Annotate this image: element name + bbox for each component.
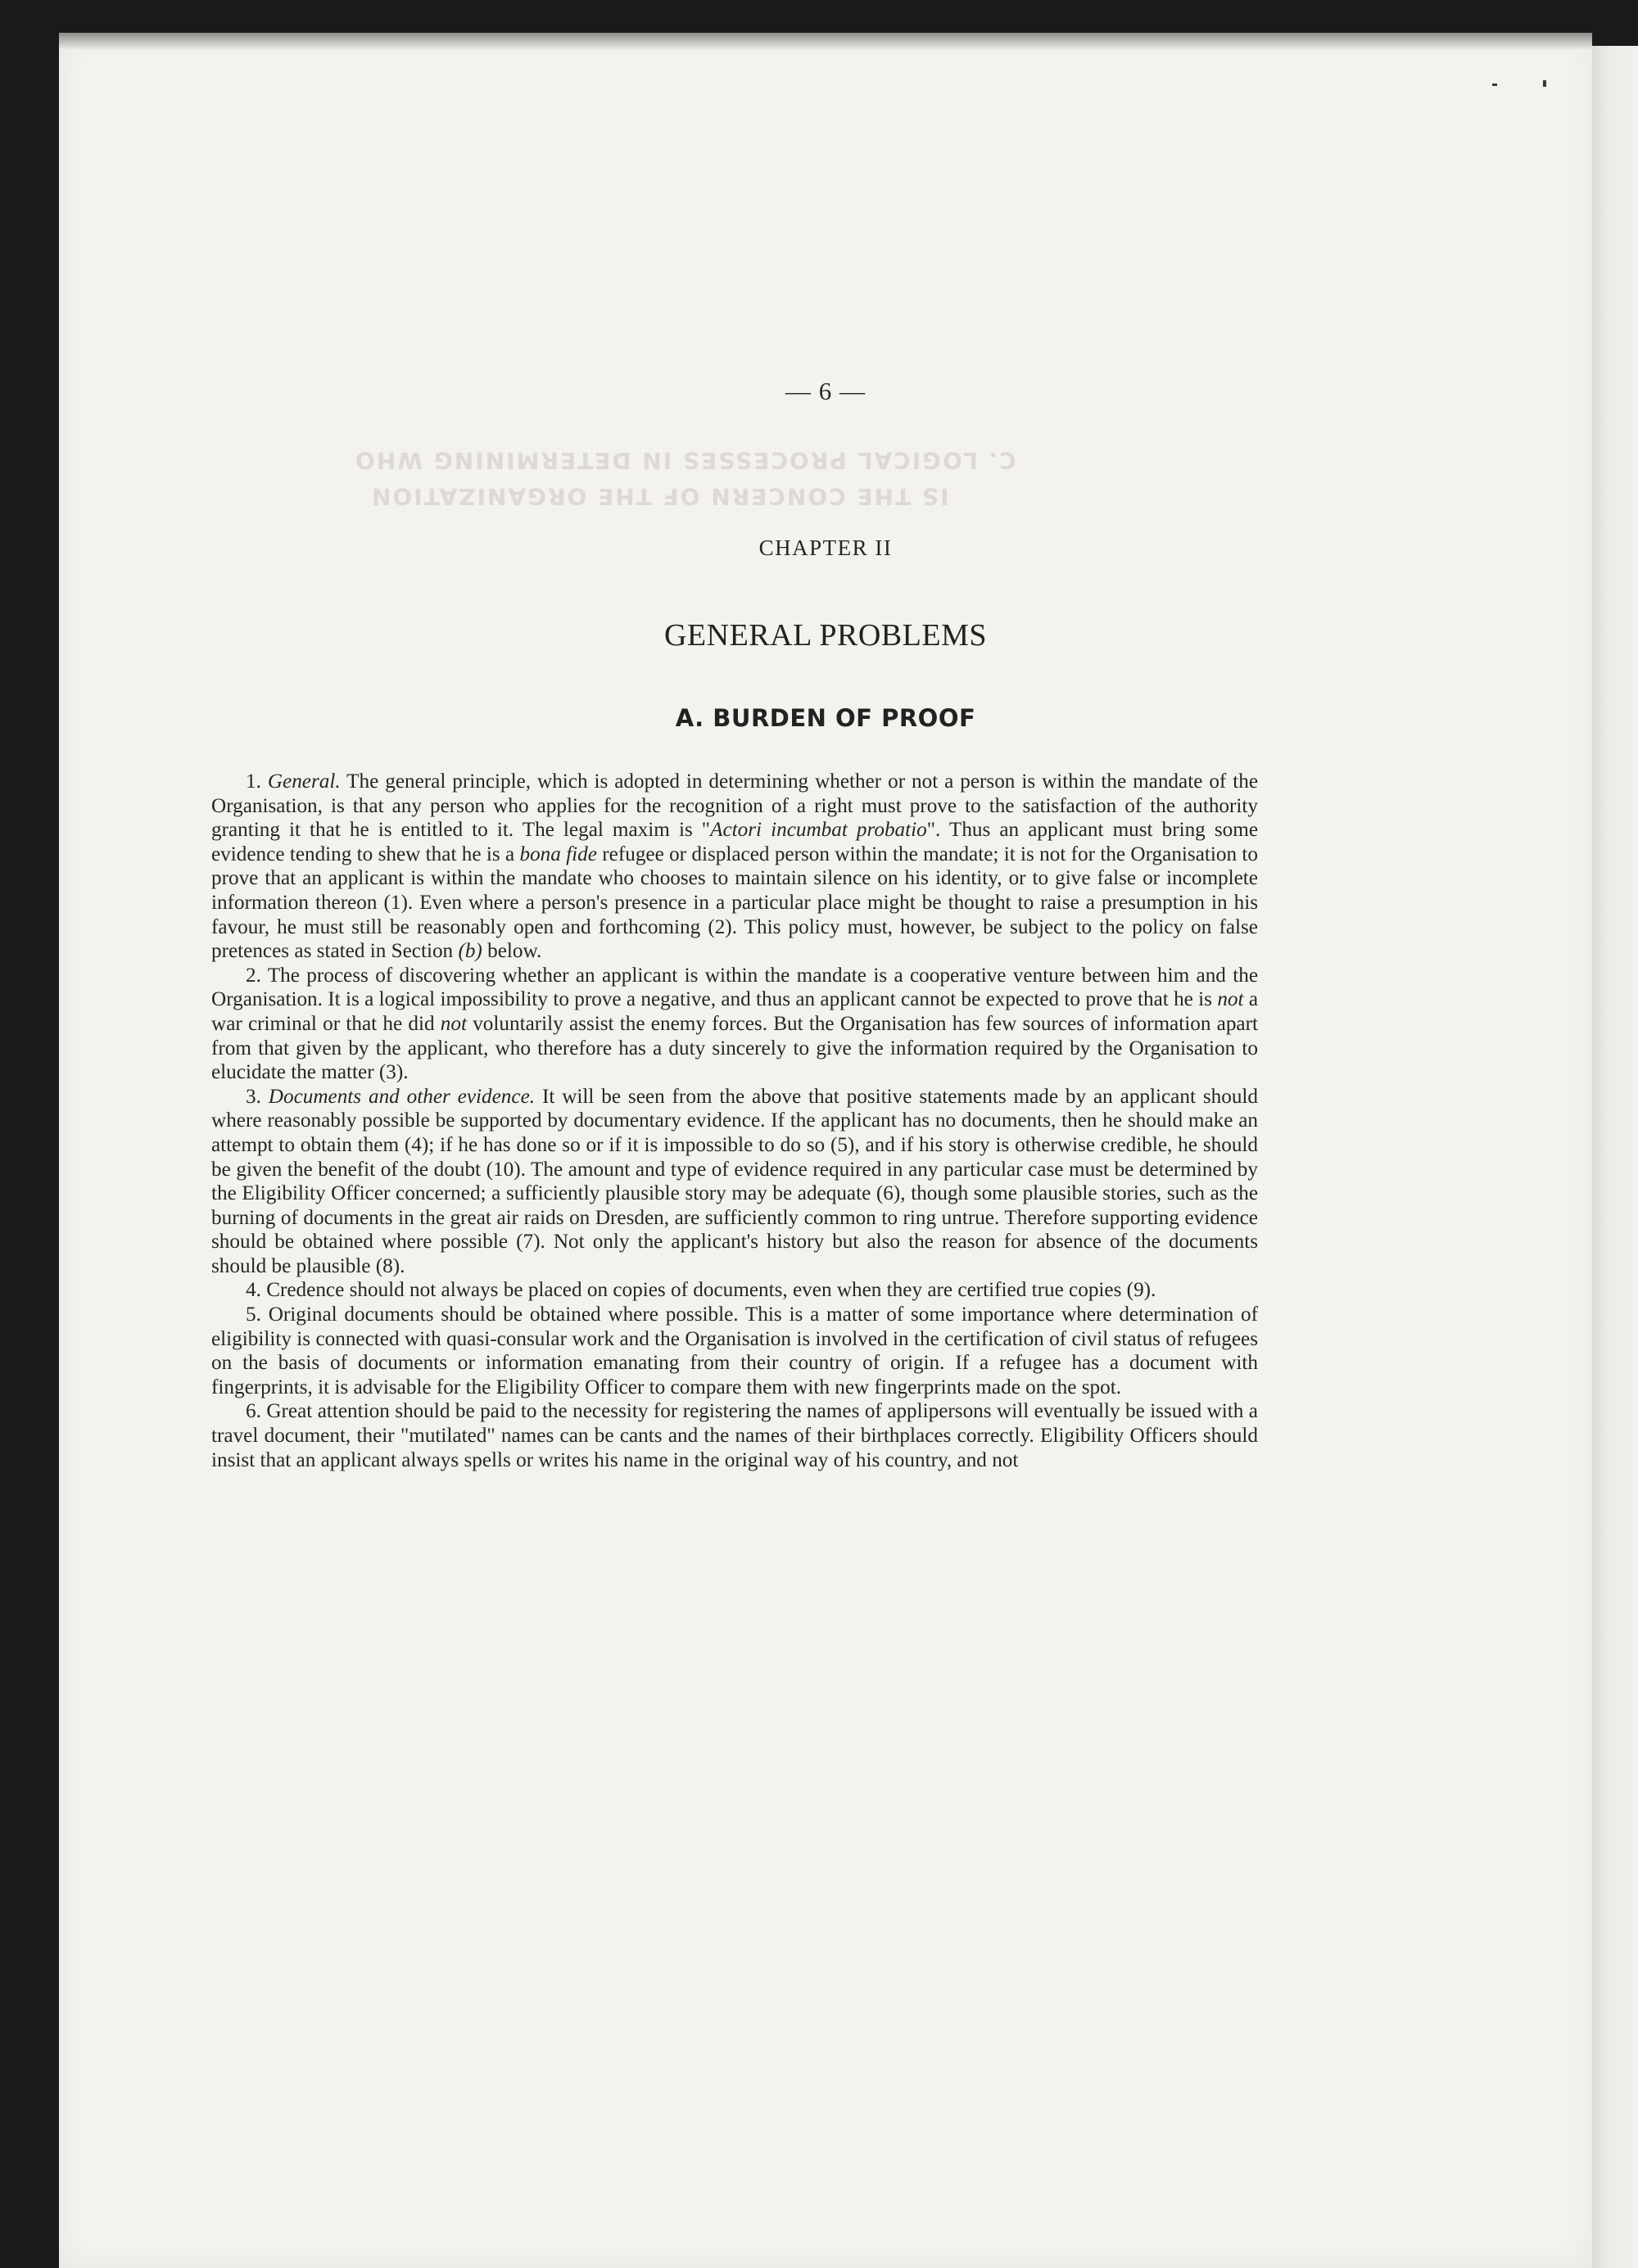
body-text [211, 770, 1258, 1472]
page-number: — 6 — [785, 377, 866, 405]
paragraph-2 [211, 964, 1258, 1085]
paragraph-text: ". Thus an applicant must bring some evidence tending to shew that he is a [211, 819, 1259, 865]
chapter-title: GENERAL PROBLEMS [663, 618, 987, 653]
paragraph-text: The general principle, which is adopted in determining whether or not a person is within the mandate of the Organisation, is that any person who applies for the recognition of a right must prove to the satisfaction of the authority granting it that he is entitled to it. The legal maxim is " [211, 770, 1258, 842]
bleed-through-text: C. LOGICAL PROCESSES IN DETERMINING WHO [354, 447, 1016, 474]
paragraph-number: 3. [246, 1085, 269, 1108]
paragraph-text: a war criminal or that he did [211, 988, 1258, 1035]
paragraph-text: refugee or displaced person within the mandate; it is not for the Organisation to prove that an applicant is within the mandate who chooses to maintain silence on his identity, or to give false or incomplete information thereon (1). Even where a person's presence in a particular place might be thought to raise a presumption in his favour, he must still be reasonably open and forthcoming (2). This policy must, however, be subject to the policy on false pretences as stated in Section [211, 843, 1258, 963]
paragraph-text: Original documents should be obtained where possible. This is a matter of some importance where determination of eligibility is connected with quasi-consular work and the Organisation is involved in the certification of civil status of refugees on the basis of documents or information emanating from their country of origin. If a refugee has a document with fingerprints, it is advisable for the Eligibility Officer to compare them with new fingerprints made on the spot. [211, 1303, 1258, 1398]
paragraph-text: below. [482, 940, 542, 963]
paragraph-number: 1. [246, 770, 268, 793]
bleed-through-text: IS THE CONCERN OF THE ORGANIZATION [370, 483, 949, 510]
paragraph-text: It will be seen from the above that positive statements made by an applicant should where reasonably possible be supported by documentary evidence. If the applicant has no documents, then he should make an attempt to obtain them (4); if he has done so or if it is impossible to do so (5), and if his story is otherwise credible, he should be given the benefit of the doubt (10). The amount and type of evidence required in any particular case must be determined by the Eligibility Officer concerned; a sufficiently plausible story may be adequate (6), though some plausible stories, such as the burning of documents in the great air raids on Dresden, are sufficiently common to ring untrue. Therefore supporting evidence should be obtained where possible (7). Not only the applicant's history but also the reason for absence of the documents should be plausible (8). [211, 1085, 1259, 1277]
italic-text: not [440, 1012, 467, 1035]
paragraph-text: Credence should not always be placed on copies of documents, even when they are certified true copies (9). [266, 1279, 1156, 1302]
paragraph-heading: General. [267, 770, 341, 793]
paragraph-number: 2. [246, 964, 268, 987]
italic-text: (b) [458, 940, 482, 963]
italic-text: not [1217, 988, 1244, 1011]
paragraph-1 [211, 770, 1258, 964]
paragraph-text: voluntarily assist the enemy forces. But the Organisation has few sources of information apart from that given by the applicant, who therefore has a duty sincerely to give the information required by the Organisation to elucidate the matter (3). [211, 1012, 1258, 1084]
paragraph-heading: Documents and other evidence. [268, 1085, 536, 1108]
paragraph-text: The process of discovering whether an applicant is within the mandate is a cooperative venture between him and the Organisation. It is a logical impossibility to prove a negative, and thus an applicant cannot be expected to prove that he is [211, 964, 1259, 1011]
paragraph-text: Great attention should be paid to the necessity for registering the names of applipersons will eventually be issued with a travel document, their "mutilated" names can be cants and the names of their birthplaces correctly. Eligibility Officers should insist that an applicant always spells or writes his name in the original way of his country, and not [211, 1400, 1258, 1471]
document-page [59, 33, 1592, 2268]
paragraph-number: 6. [246, 1400, 267, 1423]
italic-text: bona fide [519, 843, 597, 865]
scan-mark [1492, 84, 1497, 86]
paragraph-4 [211, 1278, 1258, 1303]
page-top-shadow [59, 33, 1592, 51]
chapter-heading: CHAPTER II [758, 535, 893, 560]
italic-text: Actori incumbat probatio [710, 819, 927, 842]
scan-mark [1543, 80, 1546, 87]
paragraph-number: 5. [246, 1303, 269, 1326]
adjacent-page-edge [1589, 46, 1638, 2268]
paragraph-5 [211, 1303, 1258, 1399]
section-heading: A. BURDEN OF PROOF [675, 704, 976, 732]
paragraph-3 [211, 1085, 1258, 1279]
paragraph-6 [211, 1399, 1258, 1472]
paragraph-number: 4. [246, 1279, 267, 1302]
